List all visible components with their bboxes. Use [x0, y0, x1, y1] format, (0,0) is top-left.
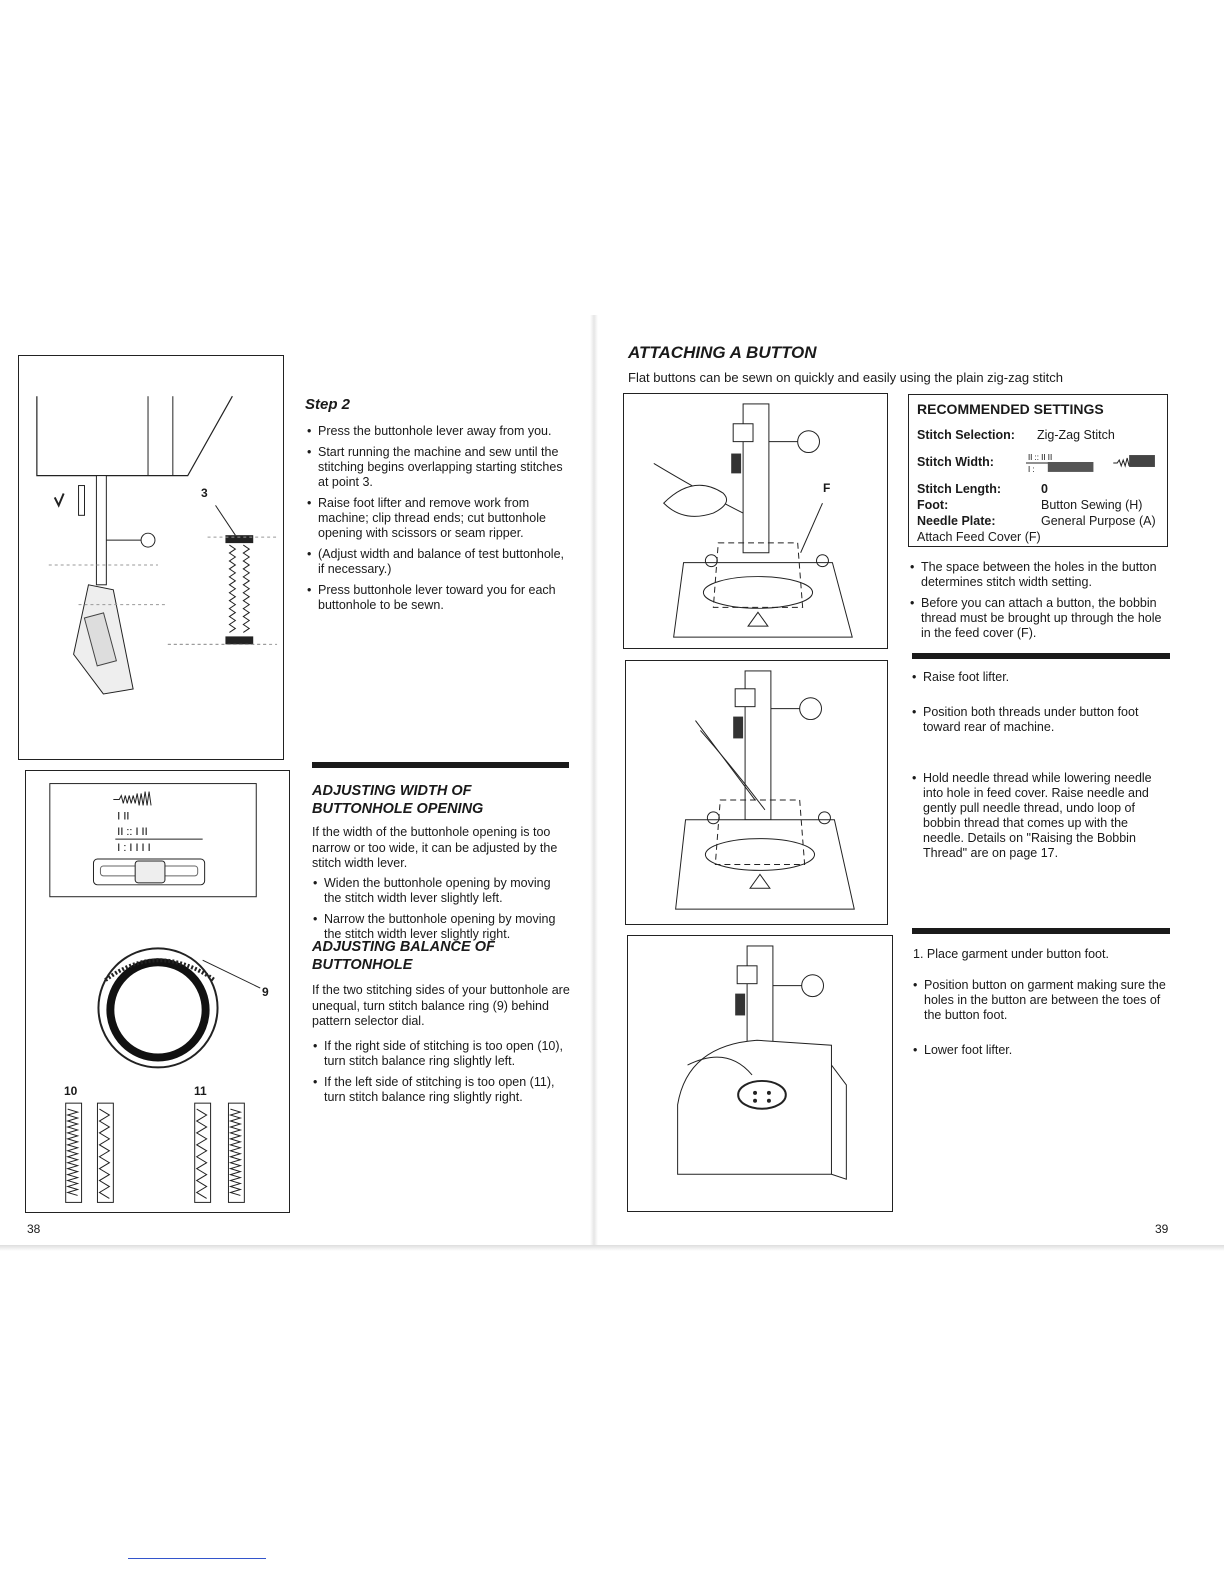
step2-figure [18, 355, 284, 760]
setting-label: Needle Plate: [917, 514, 996, 528]
page-number-left: 38 [27, 1222, 41, 1236]
ring9-label: 9 [262, 985, 269, 999]
setting-label: Stitch Length: [917, 482, 1002, 496]
list-item: • (Adjust width and balance of test buttonhole, if necessary.) [307, 547, 565, 577]
stitch-width-gauge-icon [1024, 451, 1159, 473]
list-item: • Before you can attach a button, the bobbin thread must be brought up through the hole in the feed cover (F). [910, 596, 1168, 641]
setting-value: Attach Feed Cover (F) [917, 530, 1041, 544]
adjusting-balance-list [313, 1039, 573, 1111]
list-item: • Position both threads under button foot toward rear of machine. [912, 705, 1170, 735]
settings-row [917, 427, 1159, 443]
title-line: ADJUSTING BALANCE OF [312, 939, 495, 955]
setting-value: Button Sewing (H) [1041, 498, 1143, 512]
attach-figure-1 [623, 393, 888, 649]
adjusting-width-title [312, 782, 483, 818]
svg-text:I : I I I I: I : I I I I [117, 842, 151, 855]
attach-section3-step: 1. Place garment under button foot. [913, 947, 1109, 961]
attach-section1-list [910, 560, 1168, 647]
attaching-title: ATTACHING A BUTTON [628, 343, 817, 362]
recommended-settings [908, 394, 1168, 547]
setting-value: General Purpose (A) [1041, 514, 1156, 528]
svg-text:I :: I : [1028, 464, 1035, 473]
svg-text:I II: I II [117, 810, 130, 823]
adjusting-width-intro: If the width of the buttonhole opening is too narrow or too wide, it can be adjusted by the stitch width lever. [312, 825, 558, 870]
list-item: • Press the buttonhole lever away from you. [307, 424, 565, 439]
attach-section2-list [912, 670, 1170, 867]
settings-row [917, 451, 1159, 473]
title-line: ADJUSTING WIDTH OF [312, 783, 472, 799]
step2-list [307, 424, 565, 619]
list-item: • Lower foot lifter. [913, 1043, 1171, 1058]
svg-text:II :: II II: II :: II II [1028, 453, 1053, 463]
settings-row [917, 481, 1159, 497]
setting-value: Zig-Zag Stitch [1037, 428, 1115, 442]
adjusting-balance-intro: If the two stitching sides of your buttonhole are unequal, turn stitch balance ring (9) behind pattern selector dial. [312, 983, 570, 1028]
settings-row [917, 497, 1159, 513]
adjusting-balance-title [312, 938, 495, 974]
attaching-intro: Flat buttons can be sewn on quickly and easily using the plain zig-zag stitch [628, 370, 1064, 385]
list-item: • Narrow the buttonhole opening by moving the stitch width lever slightly right. [313, 912, 571, 942]
section-rule [312, 762, 569, 768]
list-item: • Hold needle thread while lowering needle into hole in feed cover. Raise needle and gently pull needle thread, undo loop of bobbin thread that comes up with the needle. Details on "Raising the Bobbin Thread" are on page 17. [912, 771, 1170, 861]
setting-label: Stitch Width: [917, 455, 994, 469]
settings-row [917, 529, 1159, 545]
list-item: • Raise foot lifter. [912, 670, 1170, 685]
setting-value: 0 [1041, 482, 1048, 496]
list-item: • The space between the holes in the button determines stitch width setting. [910, 560, 1168, 590]
step2-title: Step 2 [305, 396, 351, 413]
section-rule [912, 653, 1170, 659]
list-item: • Widen the buttonhole opening by moving the stitch width lever slightly left. [313, 876, 571, 906]
attach-figure-2 [625, 660, 888, 925]
settings-heading: RECOMMENDED SETTINGS [917, 401, 1104, 417]
attach-section3-list [913, 978, 1171, 1064]
setting-label: Foot: [917, 498, 949, 512]
title-line: BUTTONHOLE OPENING [312, 801, 484, 817]
page-gutter [590, 315, 598, 1250]
page-bottom-edge [0, 1245, 1224, 1251]
section-rule [912, 928, 1170, 934]
adjusting-figure [25, 770, 290, 1213]
settings-row [917, 513, 1159, 529]
bottom-link-line [128, 1558, 266, 1559]
feed-cover-f-label: F [823, 481, 831, 495]
example10-label: 10 [64, 1084, 78, 1098]
example11-label: 11 [194, 1084, 207, 1098]
point3-label: 3 [201, 486, 208, 500]
list-item: • Position button on garment making sure the holes in the button are between the toes of the button foot. [913, 978, 1171, 1023]
list-item: • Raise foot lifter and remove work from machine; clip thread ends; cut buttonhole opening with scissors or seam ripper. [307, 496, 565, 541]
list-item: • Start running the machine and sew until the stitching begins overlapping starting stitches at point 3. [307, 445, 565, 490]
page-number-right: 39 [1155, 1222, 1169, 1236]
list-item: • If the right side of stitching is too open (10), turn stitch balance ring slightly left. [313, 1039, 573, 1069]
list-item: • If the left side of stitching is too open (11), turn stitch balance ring slightly right. [313, 1075, 573, 1105]
adjusting-width-list [313, 876, 571, 942]
setting-label: Stitch Selection: [917, 428, 1015, 442]
title-line: BUTTONHOLE [312, 957, 413, 973]
svg-text:II :: I II: II :: I II [117, 826, 148, 839]
list-item: • Press buttonhole lever toward you for each buttonhole to be sewn. [307, 583, 565, 613]
attach-figure-3 [627, 935, 893, 1212]
